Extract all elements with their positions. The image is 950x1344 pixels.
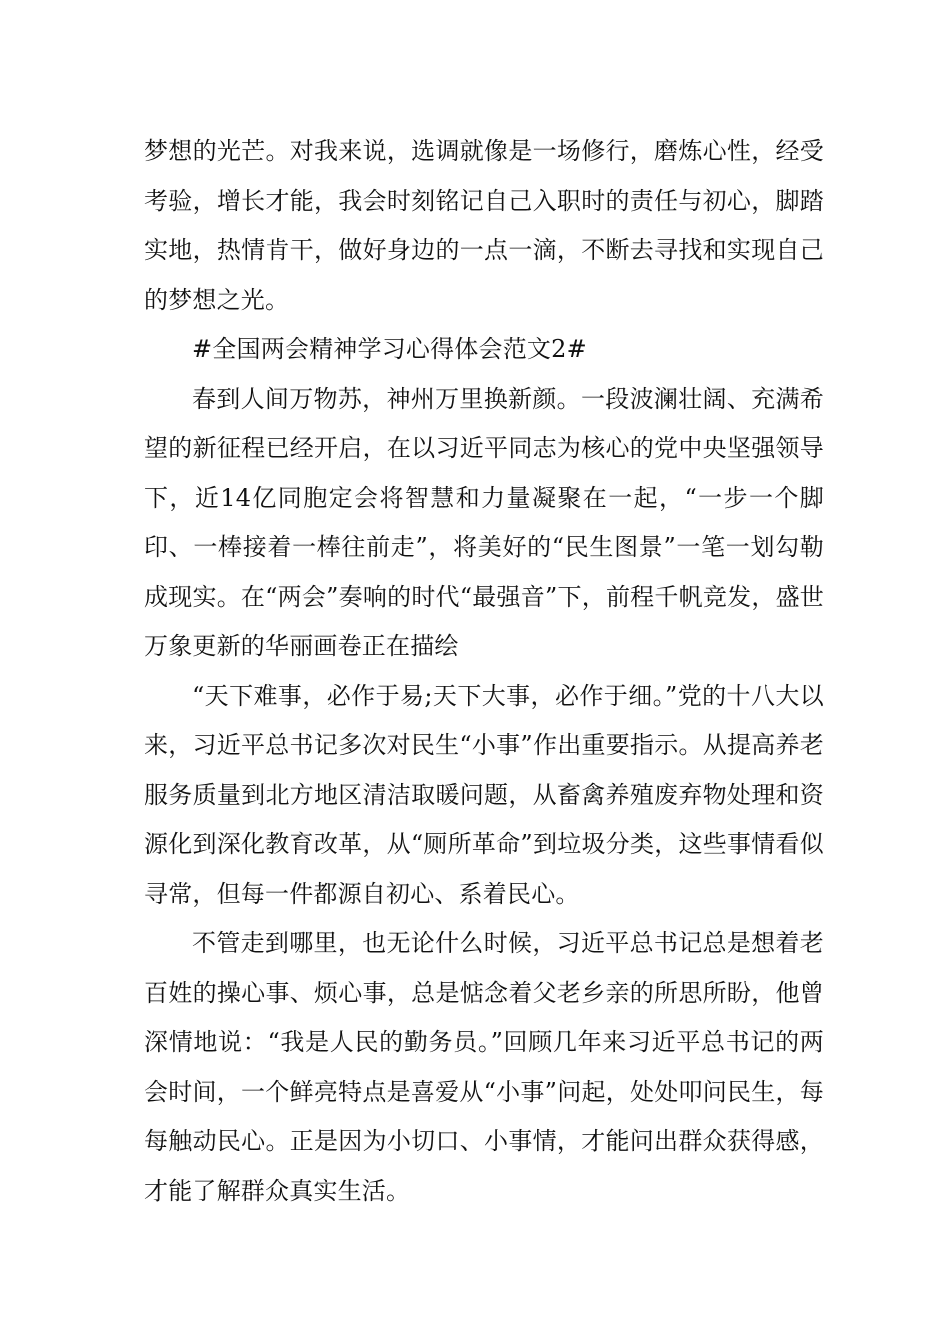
- paragraph-people: 不管走到哪里，也无论什么时候，习近平总书记总是想着老百姓的操心事、烦心事，总是惦念着父老乡亲的所思所盼，他曾深情地说：“我是人民的勤务员。”回顾几年来习近平总书记的两会时间，一个鲜亮特点是喜爱从“小事”问起，处处叩问民生，每每触动民心。正是因为小切口、小事情，才能问出群众获得感，才能了解群众真实生活。: [144, 929, 824, 1205]
- paragraph-small-matters: “天下难事，必作于易;天下大事，必作于细。”党的十八大以来，习近平总书记多次对民生“小事”作出重要指示。从提高养老服务质量到北方地区清洁取暖问题，从畜禽养殖废弃物处理和资源化到深化教育改革，从“厕所革命”到垃圾分类，这些事情看似寻常，但每一件都源自初心、系着民心。: [144, 681, 824, 908]
- section-heading: #全国两会精神学习心得体会范文2#: [192, 335, 587, 363]
- paragraph-continued: 梦想的光芒。对我来说，选调就像是一场修行，磨炼心性，经受考验，增长才能，我会时刻铭记自己入职时的责任与初心，脚踏实地，热情肯干，做好身边的一点一滴，不断去寻找和实现自己的梦想之光。: [144, 137, 824, 314]
- document-body: [144, 127, 824, 1216]
- paragraph-spring: 春到人间万物苏，神州万里换新颜。一段波澜壮阔、充满希望的新征程已经开启，在以习近平同志为核心的党中央坚强领导下，近14亿同胞定会将智慧和力量凝聚在一起，“一步一个脚印、一棒接着一棒往前走”，将美好的“民生图景”一笔一划勾勒成现实。在“两会”奏响的时代“最强音”下，前程千帆竞发，盛世万象更新的华丽画卷正在描绘: [144, 384, 824, 660]
